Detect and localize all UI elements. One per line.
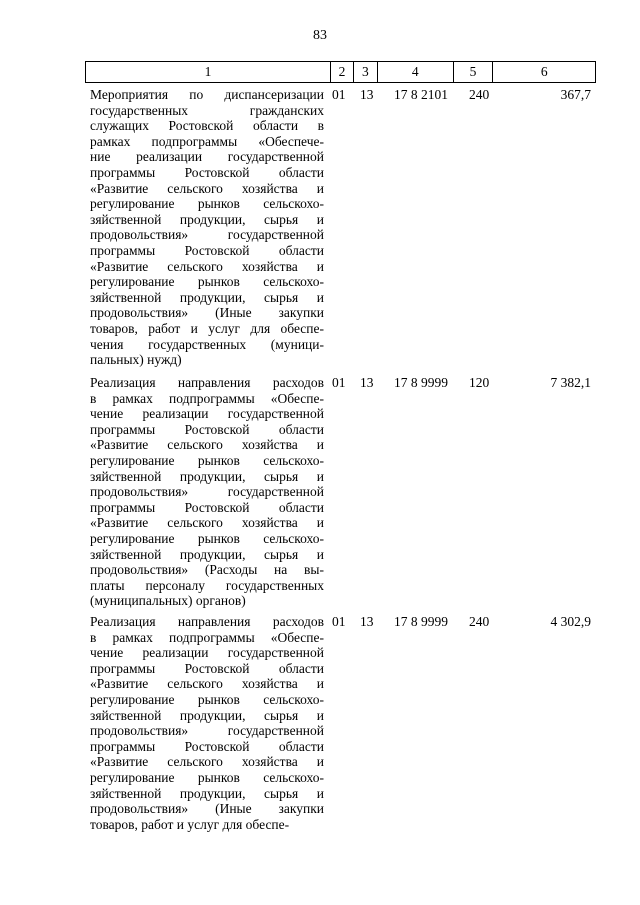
- target-article-code: 17 8 2101: [394, 87, 448, 102]
- subsection-code: 13: [360, 87, 374, 102]
- description-line: «Развитие сельского хозяйства и: [90, 180, 324, 196]
- description-line: зяйственной продукции, сырья и: [90, 785, 324, 801]
- target-article-code: 17 8 9999: [394, 614, 448, 629]
- description-line: регулирование рынков сельскохо-: [90, 196, 324, 212]
- description-line: «Развитие сельского хозяйства и: [90, 754, 324, 770]
- description-line: зяйственной продукции, сырья и: [90, 707, 324, 723]
- row-description: [90, 87, 324, 368]
- header-col-6: 6: [492, 62, 595, 82]
- row-description: [90, 375, 324, 609]
- description-line: программы Ростовской области: [90, 164, 324, 180]
- description-line: программы Ростовской области: [90, 499, 324, 515]
- description-line: продовольствия» (Иные закупки: [90, 305, 324, 321]
- amount: 367,7: [560, 87, 591, 102]
- table-header: [85, 61, 596, 83]
- subsection-code: 13: [360, 375, 374, 390]
- section-code: 01: [332, 87, 346, 102]
- description-line: зяйственной продукции, сырья и: [90, 546, 324, 562]
- description-line: платы персоналу государственных: [90, 577, 324, 593]
- description-line: «Развитие сельского хозяйства и: [90, 515, 324, 531]
- description-line: регулирование рынков сельскохо-: [90, 452, 324, 468]
- amount: 7 382,1: [550, 375, 591, 390]
- expense-type-code: 240: [469, 87, 490, 102]
- expense-type-code: 240: [469, 614, 490, 629]
- description-line: государственных гражданских: [90, 102, 324, 118]
- header-col-1: 1: [204, 64, 212, 79]
- description-line: зяйственной продукции, сырья и: [90, 289, 324, 305]
- description-line: товаров, работ и услуг для обеспе-: [90, 816, 290, 832]
- description-line: зяйственной продукции, сырья и: [90, 211, 324, 227]
- description-line: чение реализации государственной: [90, 406, 324, 422]
- header-col-5: 5: [453, 62, 493, 82]
- description-line: продовольствия» государственной: [90, 723, 324, 739]
- description-line: продовольствия» государственной: [90, 227, 324, 243]
- description-line: регулирование рынков сельскохо-: [90, 530, 324, 546]
- description-line: Реализация направления расходов: [90, 614, 324, 629]
- description-line: в рамках подпрограммы «Обеспе-: [90, 390, 324, 406]
- target-article-code: 17 8 9999: [394, 375, 448, 390]
- section-code: 01: [332, 375, 346, 390]
- description-line: продовольствия» государственной: [90, 484, 324, 500]
- amount: 4 302,9: [550, 614, 591, 629]
- description-line: Реализация направления расходов: [90, 375, 324, 390]
- description-line: регулирование рынков сельскохо-: [90, 769, 324, 785]
- description-line: «Развитие сельского хозяйства и: [90, 258, 324, 274]
- description-line: (муниципальных) органов): [90, 593, 246, 609]
- description-line: регулирование рынков сельскохо-: [90, 691, 324, 707]
- description-line: продовольствия» (Расходы на вы-: [90, 562, 324, 578]
- description-line: ние реализации государственной: [90, 149, 324, 165]
- header-col-3: 3: [353, 62, 377, 82]
- description-line: рамках подпрограммы «Обеспече-: [90, 133, 324, 149]
- description-line: продовольствия» (Иные закупки: [90, 801, 324, 817]
- description-line: служащих Ростовской области в: [90, 118, 324, 134]
- expense-type-code: 120: [469, 375, 490, 390]
- row-description: [90, 614, 324, 832]
- description-line: программы Ростовской области: [90, 660, 324, 676]
- description-line: программы Ростовской области: [90, 421, 324, 437]
- description-line: товаров, работ и услуг для обеспе-: [90, 320, 324, 336]
- header-col-2: 2: [330, 62, 353, 82]
- description-line: программы Ростовской области: [90, 738, 324, 754]
- description-line: в рамках подпрограммы «Обеспе-: [90, 629, 324, 645]
- description-line: чение реализации государственной: [90, 645, 324, 661]
- description-line: чения государственных (муници-: [90, 336, 324, 352]
- header-col-4: 4: [377, 62, 453, 82]
- subsection-code: 13: [360, 614, 374, 629]
- description-line: программы Ростовской области: [90, 242, 324, 258]
- description-line: зяйственной продукции, сырья и: [90, 468, 324, 484]
- description-line: регулирование рынков сельскохо-: [90, 274, 324, 290]
- description-line: Мероприятия по диспансеризации: [90, 87, 324, 102]
- description-line: «Развитие сельского хозяйства и: [90, 437, 324, 453]
- page-number: 83: [313, 28, 327, 43]
- description-line: пальных) нужд): [90, 352, 182, 368]
- section-code: 01: [332, 614, 346, 629]
- description-line: «Развитие сельского хозяйства и: [90, 676, 324, 692]
